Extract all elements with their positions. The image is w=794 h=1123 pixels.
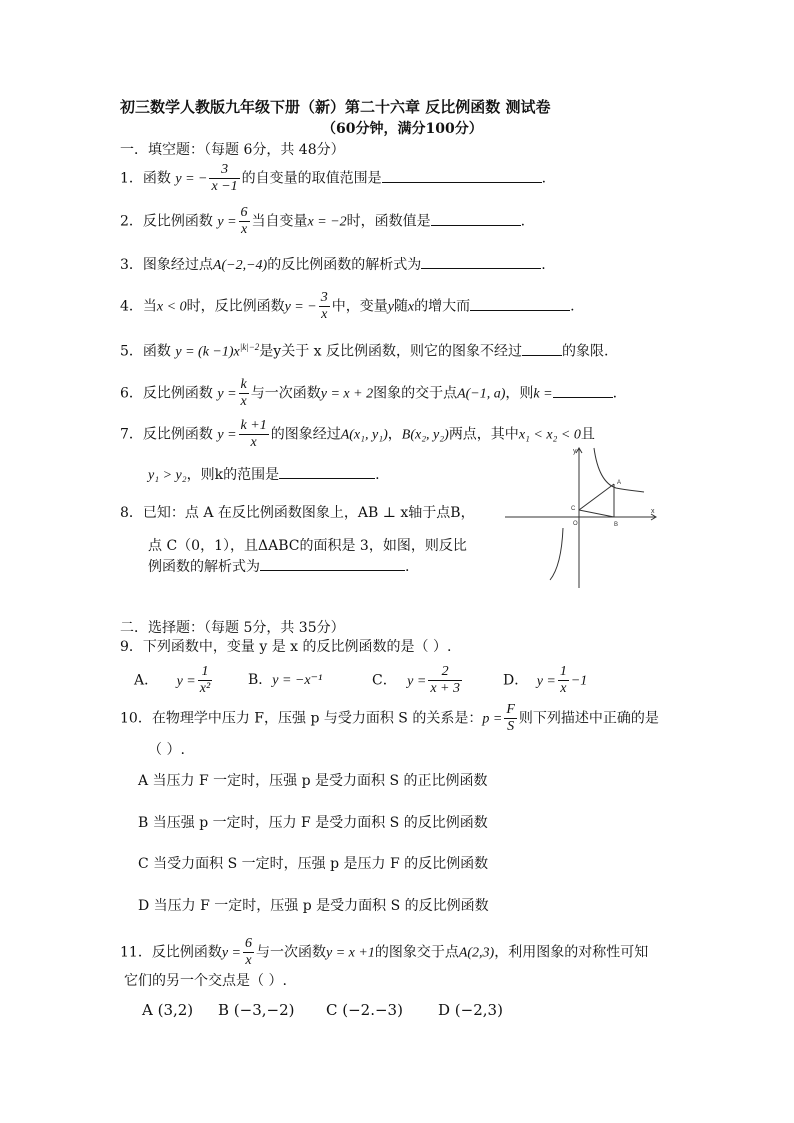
- q9-option-c[interactable]: [372, 664, 464, 697]
- q9-c-eq: y =: [407, 673, 427, 689]
- question-2: 2．反比例函数 y = $\frac{6}{x}$ 当自变量x = −2时，函数值是 .: [120, 205, 526, 237]
- q6-post: 图象的交于点: [373, 385, 458, 402]
- q2-cond: x = −2: [307, 214, 347, 230]
- q6-k: k =: [533, 386, 553, 402]
- q3-post: 的反比例函数的解析式为: [267, 257, 422, 273]
- q9-d-fraction: [558, 664, 569, 697]
- q4-numerator: 3: [320, 290, 328, 305]
- q7-numerator: k +1: [240, 418, 267, 433]
- q7-fraction: [239, 418, 269, 451]
- q11-eq: y =: [221, 945, 241, 961]
- q10-eq: p =: [482, 711, 503, 727]
- q9-option-b[interactable]: [248, 671, 322, 690]
- q11-point: A(2,3): [458, 945, 495, 961]
- q8-line2: 点 C（0，1），且ΔABC的面积是 3，如图，则反比: [148, 538, 467, 554]
- q2-numerator: 6: [240, 205, 248, 220]
- q1-answer-blank[interactable]: [382, 168, 542, 183]
- q7-point-b: B(x₂, y₂): [401, 427, 449, 443]
- q6-denominator: x: [240, 394, 247, 409]
- q2-post: 时，函数值是: [346, 213, 431, 230]
- q11-post: 的图象交于点: [374, 944, 459, 961]
- q4-fraction: [319, 290, 330, 323]
- q5-pre: 函数: [142, 343, 171, 360]
- q5-end: 的象限.: [562, 343, 609, 360]
- q3-pre: 图象经过点: [142, 257, 213, 273]
- q1-numerator: 3: [209, 162, 239, 179]
- q5-exponent: |k|−2: [239, 342, 260, 352]
- q10-option-d[interactable]: D 当压力 F 一定时，压强 p 是受力面积 S 的反比例函数: [138, 898, 489, 914]
- q1-number: 1．: [120, 170, 143, 187]
- label-y: y: [573, 448, 577, 455]
- question-5: [120, 338, 608, 362]
- label-c: C: [571, 506, 576, 512]
- q2-eq: y =: [217, 214, 237, 230]
- q10-number: 10．: [120, 710, 152, 727]
- q10-text: 在物理学中压力 F，压强 p 与受力面积 S 的关系是：: [151, 710, 483, 727]
- q6-post2: ，则: [505, 385, 534, 402]
- q5-post: 是y关于 x 反比例函数，则它的图象不经过: [259, 343, 522, 360]
- q7-line2-post: ，则k的范围是: [186, 467, 280, 483]
- q9-number: 9．: [120, 639, 143, 655]
- q7-eq: y =: [217, 427, 237, 443]
- q4-var-y: y: [387, 299, 394, 315]
- q8-line1: 已知：点 A 在反比例函数图象上，AB ⊥ x轴于点B，: [142, 505, 475, 521]
- q7-post2: 且: [580, 426, 595, 443]
- question-6: [120, 377, 617, 410]
- q6-fraction: [239, 377, 249, 410]
- q8-figure: [500, 440, 662, 592]
- q7-pre: 反比例函数: [142, 426, 213, 443]
- q6-numerator: k: [240, 377, 247, 392]
- q11-option-d[interactable]: D (−2,3): [438, 1001, 503, 1019]
- q6-line-eq: y = x + 2: [320, 386, 374, 402]
- q2-answer-blank[interactable]: [431, 211, 521, 226]
- q6-number: 6．: [120, 385, 143, 402]
- q10-fraction: [504, 702, 517, 735]
- question-3: 3．图象经过点A(−2,−4)的反比例函数的解析式为 .: [120, 254, 546, 275]
- q4-post1: 中，变量: [331, 298, 388, 315]
- question-10: [120, 702, 659, 735]
- segment-ca: [579, 484, 614, 510]
- label-o: O: [573, 521, 578, 527]
- q10-denominator: S: [507, 719, 515, 734]
- q10-paren: （ ）.: [148, 742, 185, 758]
- section1-heading: 一．填空题：（每题 6分，共 48分）: [120, 142, 345, 158]
- q1-fraction: [209, 162, 239, 195]
- question-8: [120, 504, 475, 522]
- q11-pre: 反比例函数: [151, 944, 222, 961]
- q6-mid: 与一次函数: [250, 385, 321, 402]
- q11-numerator: 6: [245, 936, 252, 951]
- q7-cond: x₁ < x₂ < 0: [518, 427, 581, 443]
- q2-fraction: [239, 205, 250, 238]
- q11-denominator: x: [245, 953, 252, 968]
- q11-post2: ，利用图象的对称性可知: [494, 944, 649, 961]
- section2-heading: 二．选择题：（每题 5分，共 35分）: [120, 620, 345, 636]
- q7-sep: ，: [387, 426, 402, 443]
- q4-var-x: x: [407, 299, 415, 315]
- question-7-line2: [148, 464, 380, 485]
- q9-option-a[interactable]: [134, 664, 214, 697]
- q10-option-b[interactable]: B 当压强 p 一定时，压力 F 是受力面积 S 的反比例函数: [138, 815, 488, 831]
- q2-number: 2．: [120, 213, 143, 230]
- q11-line-eq: y = x +1: [326, 945, 375, 961]
- question-1: 1．函数 y = − $\frac{3}{x -1}$ 的自变量的取值范围是 .: [120, 162, 547, 194]
- q9-d-label: D．: [503, 672, 529, 689]
- q9-a-fraction: [198, 664, 212, 697]
- question-11: [120, 936, 648, 969]
- q4-cond: x < 0: [156, 299, 187, 315]
- q9-d-denominator: x: [560, 681, 567, 696]
- q6-end: .: [612, 385, 618, 402]
- q4-post3: 的增大而: [414, 298, 471, 315]
- q9-c-numerator: 2: [428, 664, 462, 681]
- q3-number: 3．: [120, 257, 143, 273]
- q11-option-a[interactable]: A (3,2): [142, 1001, 194, 1019]
- q6-eq: y =: [217, 386, 237, 402]
- q9-text: 下列函数中，变量 y 是 x 的反比例函数的是（ ）.: [142, 639, 452, 655]
- q9-c-label: C．: [372, 672, 397, 689]
- page-subtitle: （60分钟，满分100分）: [322, 121, 483, 137]
- q2-denominator: x: [240, 222, 248, 237]
- q11-option-c[interactable]: C (−2.−3): [326, 1001, 403, 1019]
- q7-line2-cond: y₁ > y₂: [148, 468, 187, 483]
- q7-denominator: x: [250, 435, 257, 450]
- q2-pre: 反比例函数: [142, 213, 213, 230]
- q3-answer-blank[interactable]: [421, 254, 541, 269]
- q6-point: A(−1, a): [457, 386, 506, 402]
- q9-b-eq: y = −x⁻¹: [272, 673, 323, 688]
- q4-answer-blank[interactable]: [470, 296, 570, 311]
- q9-a-eq: y =: [176, 673, 196, 689]
- hyperbola-branch-2: [550, 528, 563, 580]
- q10-post: 则下列描述中正确的是: [518, 710, 659, 727]
- q11-mid: 与一次函数: [256, 944, 326, 961]
- segment-cb: [579, 510, 614, 517]
- q7-number: 7．: [120, 426, 143, 443]
- q7-end: .: [375, 467, 380, 483]
- q7-mid: 的图象经过: [270, 426, 341, 443]
- q8-number: 8．: [120, 505, 143, 521]
- q8-answer-blank[interactable]: [260, 556, 405, 571]
- q11-line2: 它们的另一个交点是（ ）.: [124, 973, 287, 989]
- q1-eq: y = −: [175, 171, 208, 187]
- q4-pre: 当: [142, 298, 157, 315]
- q9-c-fraction: [428, 664, 462, 697]
- q9-d-post: −1: [570, 673, 588, 689]
- q6-answer-blank[interactable]: [553, 383, 613, 398]
- q1-pre: 函数: [142, 170, 171, 187]
- q11-fraction: [243, 936, 254, 969]
- q3-point: A(−2,−4): [212, 258, 268, 273]
- label-b: B: [614, 522, 619, 528]
- q8-line3-wrap: 例函数的解析式为 .: [148, 556, 409, 576]
- q4-end: .: [570, 298, 575, 315]
- q6-pre: 反比例函数: [142, 385, 213, 402]
- q7-point-a: A(x₁, y₁): [340, 427, 388, 443]
- q11-option-b[interactable]: B (−3,−2): [218, 1001, 295, 1019]
- q4-mid: 时，反比例函数: [186, 298, 285, 315]
- q9-a-numerator: 1: [198, 664, 212, 681]
- q9-a-denominator: x²: [199, 681, 211, 696]
- q10-option-a[interactable]: A 当压力 F 一定时，压强 p 是受力面积 S 的正比例函数: [138, 773, 488, 789]
- q9-a-label: A．: [134, 672, 159, 689]
- q4-number: 4．: [120, 298, 143, 315]
- q4-post2: 随: [393, 298, 408, 315]
- q1-denominator: x −1: [211, 179, 238, 194]
- q5-answer-blank[interactable]: [522, 341, 562, 356]
- q9-b-label: B．: [248, 672, 273, 688]
- page-title: 初三数学人教版九年级下册（新）第二十六章 反比例函数 测试卷: [120, 98, 551, 116]
- label-a: A: [617, 480, 622, 486]
- q7-post: 两点，其中: [448, 426, 519, 443]
- q10-numerator: F: [506, 702, 515, 717]
- q7-answer-blank[interactable]: [279, 464, 375, 479]
- q5-number: 5．: [120, 343, 143, 360]
- q8-line3: 例函数的解析式为: [148, 559, 260, 575]
- q10-option-c[interactable]: C 当受力面积 S 一定时，压强 p 是压力 F 的反比例函数: [138, 856, 489, 872]
- q2-mid: 当自变量: [251, 213, 308, 230]
- q5-eq: y = (k −1)x: [175, 344, 240, 360]
- question-4: [120, 290, 575, 323]
- q4-denominator: x: [321, 307, 328, 322]
- q11-number: 11．: [120, 944, 152, 961]
- q9-c-denominator: x + 3: [430, 681, 461, 696]
- q9-option-d[interactable]: [503, 664, 587, 697]
- label-x: x: [651, 508, 655, 515]
- q1-post: 的自变量的取值范围是: [241, 170, 382, 187]
- question-9: [120, 638, 451, 656]
- q4-eq: y = −: [284, 299, 317, 315]
- q9-d-eq: y =: [536, 673, 556, 689]
- q9-d-numerator: 1: [559, 664, 567, 679]
